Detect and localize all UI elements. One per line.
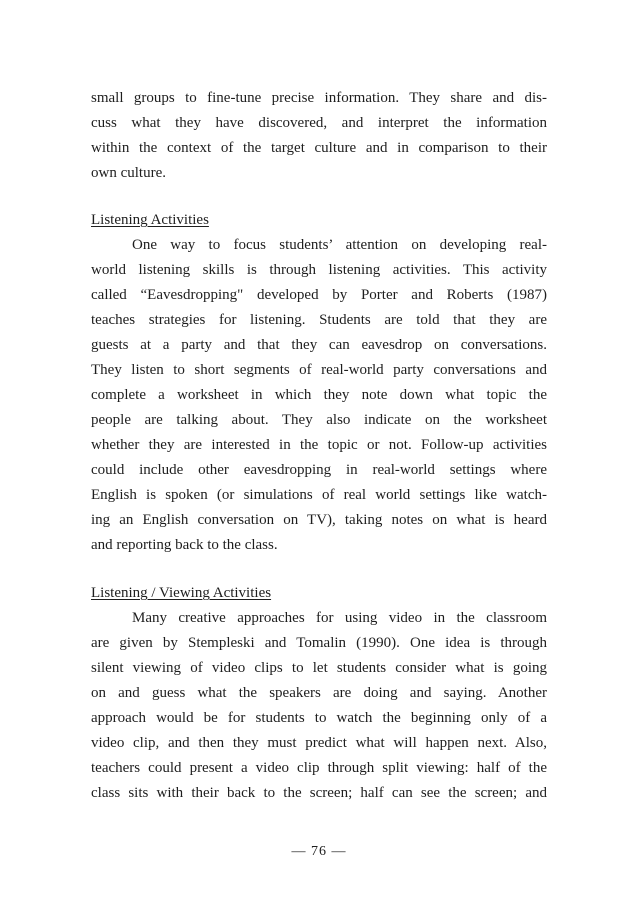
text-line: guests at a party and that they can eavesdrop on conversations. bbox=[91, 337, 547, 353]
text-line: One way to focus students’ attention on developing real- bbox=[132, 237, 547, 253]
section-listening-activities bbox=[91, 208, 547, 558]
text-line: video clip, and then they must predict what will happen next. Also, bbox=[91, 735, 547, 751]
text-line: approach would be for students to watch the beginning only of a bbox=[91, 710, 547, 726]
text-line: and reporting back to the class. bbox=[91, 537, 278, 553]
text-line: They listen to short segments of real-world party conversations and bbox=[91, 362, 547, 378]
text-line: small groups to fine-tune precise information. They share and dis- bbox=[91, 90, 547, 106]
text-line: English is spoken (or simulations of real world settings like watch- bbox=[91, 487, 547, 503]
text-line: teachers could present a video clip through split viewing: half of the bbox=[91, 760, 547, 776]
section-heading bbox=[91, 581, 547, 606]
text-line: on and guess what the speakers are doing and saying. Another bbox=[91, 685, 547, 701]
intro-paragraph bbox=[91, 86, 547, 186]
text-line: cuss what they have discovered, and interpret the information bbox=[91, 115, 547, 131]
text-line: ing an English conversation on TV), taking notes on what is heard bbox=[91, 512, 547, 528]
text-line: complete a worksheet in which they note down what topic the bbox=[91, 387, 547, 403]
text-line: could include other eavesdropping in real-world settings where bbox=[91, 462, 547, 478]
text-line: called “Eavesdropping" developed by Porter and Roberts (1987) bbox=[91, 287, 547, 303]
section-heading bbox=[91, 208, 547, 233]
text-line: people are talking about. They also indicate on the worksheet bbox=[91, 412, 547, 428]
text-line: whether they are interested in the topic or not. Follow-up activities bbox=[91, 437, 547, 453]
text-line: class sits with their back to the screen; half can see the screen; and bbox=[91, 785, 547, 801]
section-heading-text: Listening / Viewing Activities bbox=[91, 585, 272, 601]
text-line: silent viewing of video clips to let students consider what is going bbox=[91, 660, 547, 676]
text-line: Many creative approaches for using video in the classroom bbox=[132, 610, 547, 626]
text-line: own culture. bbox=[91, 165, 166, 181]
section-heading-text: Listening Activities bbox=[91, 212, 209, 228]
text-line: are given by Stempleski and Tomalin (1990). One idea is through bbox=[91, 635, 547, 651]
page-number: — 76 — bbox=[291, 844, 347, 859]
text-line: world listening skills is through listening activities. This activity bbox=[91, 262, 547, 278]
text-line: within the context of the target culture and in comparison to their bbox=[91, 140, 547, 156]
section-listening-viewing-activities bbox=[91, 581, 547, 806]
text-line: teaches strategies for listening. Students are told that they are bbox=[91, 312, 547, 328]
